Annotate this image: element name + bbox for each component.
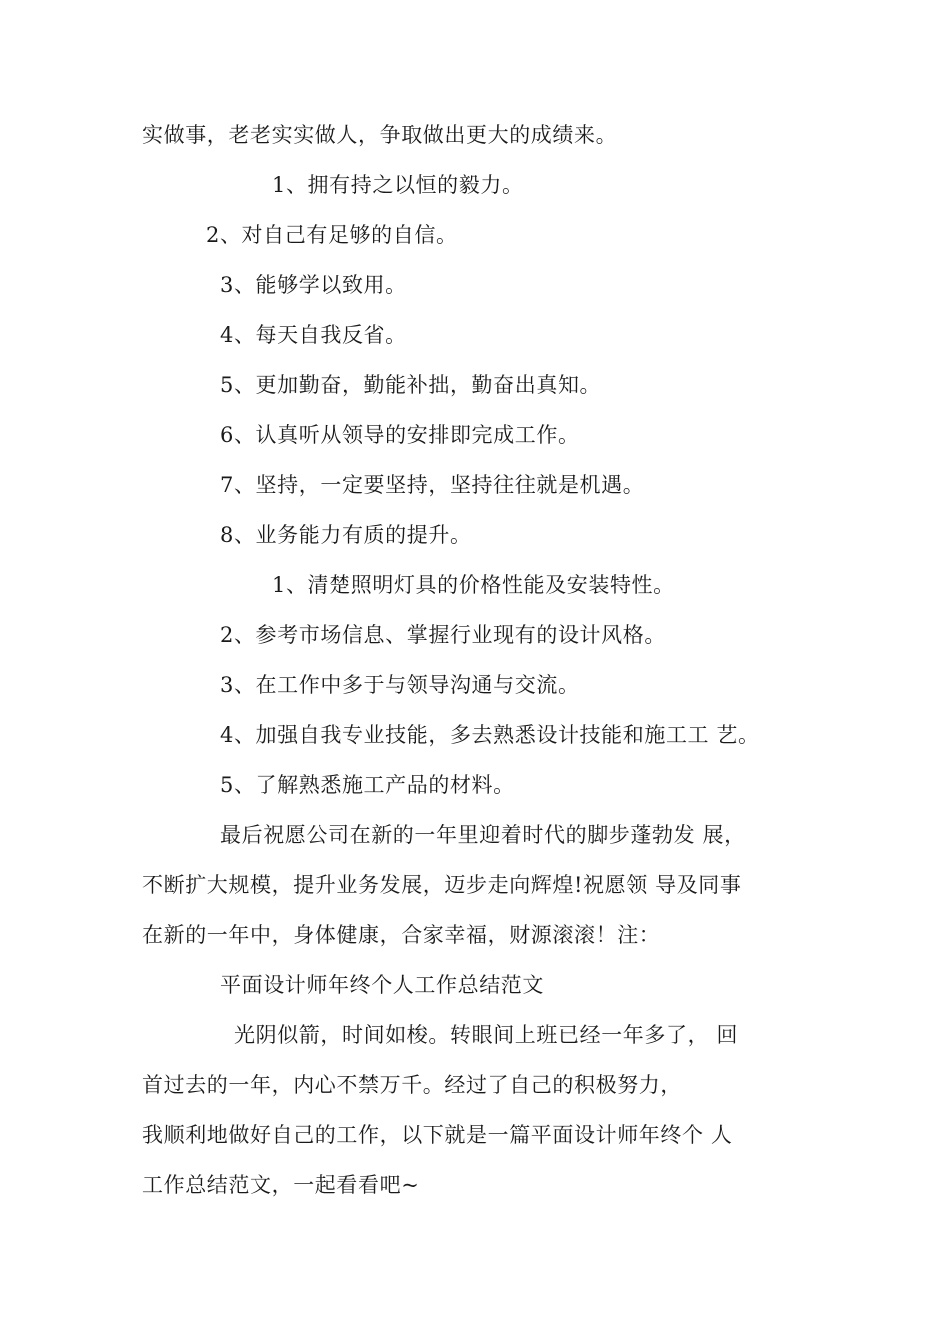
list-item: 2、对自己有足够的自信。 [206, 223, 458, 247]
list-item: 5、更加勤奋，勤能补拙，勤奋出真知。 [220, 373, 602, 397]
list-item: 7、坚持，一定要坚持，坚持往往就是机遇。 [220, 473, 645, 497]
list-item: 4、加强自我专业技能，多去熟悉设计技能和施工工 艺。 [220, 723, 760, 747]
list-item: 3、在工作中多于与领导沟通与交流。 [220, 673, 580, 697]
paragraph-line: 不断扩大规模，提升业务发展，迈步走向辉煌!祝愿领 导及同事 [142, 873, 742, 897]
paragraph-line: 光阴似箭，时间如梭。转眼间上班已经一年多了， 回 [234, 1023, 739, 1047]
text-line: 实做事，老老实实做人，争取做出更大的成绩来。 [142, 123, 618, 147]
list-item: 6、认真听从领导的安排即完成工作。 [220, 423, 580, 447]
list-item: 4、每天自我反省。 [220, 323, 407, 347]
paragraph-line: 在新的一年中，身体健康，合家幸福，财源滚滚！注： [142, 923, 661, 947]
list-item: 1、拥有持之以恒的毅力。 [272, 173, 524, 197]
list-item: 1、清楚照明灯具的价格性能及安装特性。 [272, 573, 675, 597]
list-item: 3、能够学以致用。 [220, 273, 407, 297]
section-title: 平面设计师年终个人工作总结范文 [220, 973, 544, 997]
list-item: 2、参考市场信息、掌握行业现有的设计风格。 [220, 623, 666, 647]
paragraph-line: 我顺利地做好自己的工作，以下就是一篇平面设计师年终个 人 [142, 1123, 733, 1147]
list-item: 5、了解熟悉施工产品的材料。 [220, 773, 515, 797]
paragraph-line: 最后祝愿公司在新的一年里迎着时代的脚步蓬勃发 展， [220, 823, 746, 847]
list-item: 8、业务能力有质的提升。 [220, 523, 472, 547]
paragraph-line: 首过去的一年，内心不禁万千。经过了自己的积极努力， [142, 1073, 682, 1097]
paragraph-line: 工作总结范文，一起看看吧~ [142, 1173, 420, 1197]
